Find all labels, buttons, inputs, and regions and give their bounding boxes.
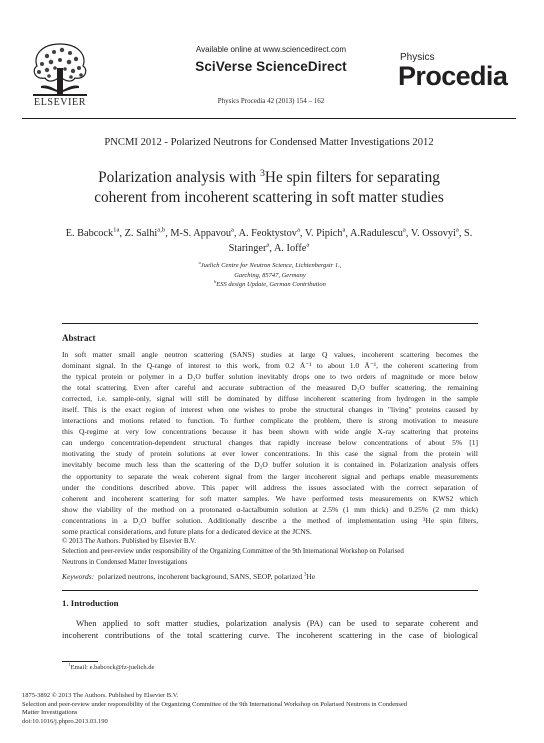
journal-reference: Physics Procedia 42 (2013) 154 – 162 [217,97,325,105]
copyright-line-2: Selection and peer-review under responsibility of the Organizing Committee of the 9th International Workshop on Polarised [62,548,404,556]
footer-issn: 1875-3892 © 2013 The Authors. Published by Elsevier B.V. [22,692,179,699]
abstract-bottom-rule [62,590,478,591]
title-line-2: coherent from incoherent scattering in soft matter studies [94,189,444,206]
author-affiliation-mark: 1a [113,226,120,234]
author-separator: , [119,228,125,239]
author-name: E. Babcock [65,228,114,239]
available-online-text: Available online at www.sciencedirect.com [195,45,347,54]
author-separator: , [233,228,239,239]
footnote-rule [62,661,98,662]
abstract-line: the opportunity to separate the weak coherent signal from the larger incoherent signal and perhaps enable measurements [62,471,478,481]
sciverse-brand: SciVerse ScienceDirect [195,59,347,74]
abstract-line: In soft matter small angle neutron scattering (SANS) studies at large Q values, incoherent scattering becomes the [62,350,479,359]
author-affiliation-mark: a,b [157,226,166,234]
intro-line-1: When applied to soft matter studies, polarization analysis (PA) can be used to separate coherent and [76,618,478,628]
author-name: V. Pipich [304,228,343,239]
footer-doi: doi:10.1016/j.phpro.2013.03.190 [22,717,108,725]
abstract-line: the total scattering. Even after careful and accurate subtraction of the measured D₂O buffer scattering, the remaining [62,383,478,393]
author-name: V. Ossovyi [410,228,456,239]
author-affiliation-mark: a [306,241,310,249]
abstract-heading: Abstract [62,333,96,343]
author-name: Radulescu [360,228,403,239]
author-separator: , [269,243,274,254]
abstract-line: concentrations in a D₂O buffer solution. Additionally describe a the method of implementation using ³He spin filters, [62,515,478,525]
footnote: $^1$Email: e.babcock@fz-juelich.de [68,661,155,671]
author-list [60,226,478,256]
abstract-line: itself. This is the exact region of interest when one wishes to probe the structural changes in "living" proteins caused by [62,405,478,415]
abstract-line: some practical considerations, and future plans for a dedicated device at the JCNS. [62,526,312,536]
affiliation-a-line2: Garching, 85747, Germany [234,271,306,279]
author-affiliation-mark: a [296,226,300,234]
introduction-text [62,617,478,642]
abstract-line: dominant signal. In the Q-range of interest to this work, from 0.2 Å⁻¹ to about 1.0 Å⁻¹, the coherent scattering from [62,361,478,371]
author-separator: , [165,228,171,239]
author-name: M-S. Appavou [170,228,232,239]
affiliation-a: $^a$Juelich Centre for Neutron Science, Lichtenbergstr 1., [198,259,342,269]
author-affiliation-mark: a [402,226,406,234]
affiliation-list [120,261,420,290]
abstract-line: corrected, i.e. sample-only, signal will still be dominated by diffuse incoherent scattering from hydrogen in the sample [62,394,479,404]
author-name: S. Staringer [228,228,473,254]
abstract-top-rule [62,323,478,324]
copyright-notice [62,537,478,568]
conference-name: PNCMI 2012 - Polarized Neutrons for Condensed Matter Investigations 2012 [104,137,434,148]
author-separator: , [299,228,305,239]
copyright-line-1: © 2013 The Authors. Published by Elsevier B.V. [62,538,196,545]
introduction-heading: 1. Introduction [62,598,119,608]
elsevier-logo [27,40,93,100]
affiliation-b: $^b$ESS design Update, German Contribution [214,278,326,288]
author-name: Z. Salhi [124,228,158,239]
abstract-line: inevitably become much less than the scattering of the D₂O buffer solution it is contained in. Polarization analysis offers [62,460,479,470]
abstract-line: the typical protein or polymer in a D₂O buffer solution inevitably drops one to two orders of magnitude or more below [62,372,478,382]
paper-title [22,168,516,208]
author-separator: , [458,228,464,239]
journal-small-title: Physics [400,52,435,63]
footer-selection: Selection and peer-review under responsibility of the Organizing Committee of the 9th International Workshop on Polarised Neutrons in Condensed [22,700,408,708]
authors [66,228,473,254]
publisher-name: ELSEVIER [33,97,87,108]
intro-line-2: incoherent contributions of the total scattering curve. The incoherent scattering in the case of biological [62,630,478,641]
elsevier-tree-icon [27,40,93,100]
author-affiliation-mark: a [266,241,270,249]
abstract-text [62,349,478,537]
author-affiliation-mark: a [231,226,234,234]
title-line-1: Polarization analysis with $^3$He spin filters for separating [98,167,440,186]
keywords-line: Keywords: polarized neutrons, incoherent background, SANS, SEOP, polarized $^3$He [62,572,316,581]
author-affiliation-mark: a [342,226,346,234]
author-separator: , [405,228,411,239]
abstract-line: coherent and incoherent scattering for soft matter samples. We have performed tests measurements on KWS2 which [62,493,478,503]
masthead-rule [22,118,516,119]
author-separator: , A. [345,228,361,239]
copyright-line-3: Neutrons in Condensed Matter Investigations [62,558,188,566]
author-name: A. Ioffe [273,243,307,254]
abstract-line: motivating the study of protein solutions at ever lower concentrations. In this case the signal from the protein will [62,449,478,459]
abstract-line: this Q-regime at very low concentrations because it has been shown with wide angle X-ray scattering that proteins [62,427,479,437]
author-name: A. Feoktystov [238,228,297,239]
page-footer [22,692,522,726]
journal-large-title: Procedia [398,61,508,91]
abstract-line: can undergo concentration-dependent structural changes that rapidly increase below concentrations of about 5% [1] [62,438,478,448]
abstract-line: under the conditions described above. This paper will address the issues associated with the correct separation of [62,482,478,492]
keywords-label: Keywords: [62,572,95,581]
abstract-line: interactions and motions related to function. To further complicate the problem, there is strong motivation to measure [62,416,479,426]
abstract-line: show the viability of the method on a protonated α-lactalbumin solution at 2.5% (1 mm thick) and 0.25% (2 mm thick) [62,504,478,514]
footer-selection-cont: Matter Investigations [22,709,78,717]
author-affiliation-mark: a [455,226,459,234]
